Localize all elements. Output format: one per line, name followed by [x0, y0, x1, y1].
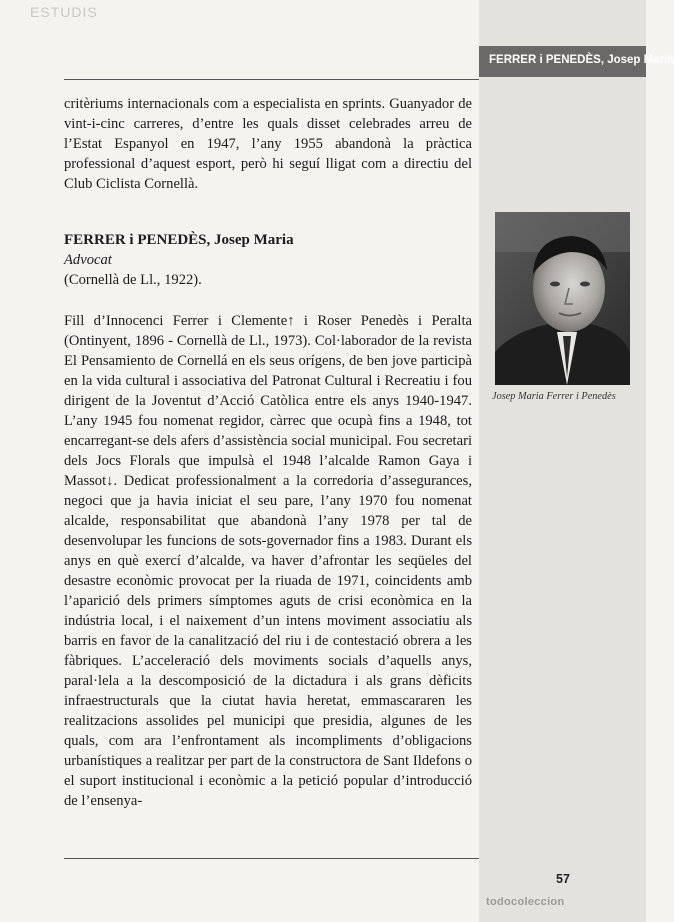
- entry-title: [64, 230, 472, 250]
- top-divider: [64, 79, 479, 80]
- watermark-logo: todocoleccion: [486, 896, 565, 908]
- portrait-photo: [495, 212, 630, 385]
- bottom-divider: [64, 858, 479, 859]
- intro-paragraph: critèriums internacionals com a especialista en sprints. Guanyador de vint-i-cinc carreres, d’entre les quals disset celebrades arreu de l’Estat Espanyol en 1947, l’any 1955 abandonà la pràctica professional d’aquest esport, però hi seguí lligat com a directiu del Club Ciclista Cornellà.: [64, 96, 472, 192]
- section-header-band: [479, 46, 674, 77]
- page-number: 57: [556, 872, 570, 886]
- entry-origin: (Cornellà de Ll., 1922).: [64, 272, 202, 288]
- photo-caption: Josep Maria Ferrer i Penedès: [492, 391, 616, 402]
- biography-paragraph: Fill d’Innocenci Ferrer i Clemente↑ i Roser Penedès i Peralta (Ontinyent, 1896 - Cornellà de Ll., 1973). Col·laborador de la revista El Pensamiento de Cornellá en els seus orígens, de ben jove participà en la vida cultural i associativa del Patronat Cultural i Recreatiu i fou dirigent de la Joventut d’Acció Catòlica entre els anys 1940-1947. L’any 1945 fou nomenat regidor, càrrec que ocupà fins a 1948, tot encarregant-se dels afers d’assistència social municipal. Fou secretari dels Jocs Florals que impulsà el 1948 l’alcalde Ramon Gaya i Massot↓. Dedicat professionalment a la corredoria d’assegurances, negoci que ja havia iniciat el seu pare, l’any 1970 fou nomenat alcalde, responsabilitat que abandonà l’any 1978 per tal de desenvolupar les funcions de sots-governador fins a 1983. Durant els anys en què exercí d’alcalde, va haver d’afrontar les seqüeles del desastre econòmic provocat per la riuada de 1971, coincidents amb l’aparició dels primers símptomes aguts de crisi econòmica en la indústria local, i el naixement d’un intens moviment associatiu als barris en favor de la canalització del riu i de contestació obrera a les fàbriques. L’acceleració dels moviments socials d’aquells anys, paral·lela a la descomposició de la dictadura i als grans dèficits infraestructurals que la ciutat havia heretat, emmascararen les realitzacions assolides pel municipi que presidia, algunes de les quals, com ara l’enfrontament als incompliments d’obligacions urbanístiques a realitzar per part de la constructora de Sant Ildefons o el suport institucional i econòmic a la petició popular d’introducció de l’ensenya-: [64, 313, 472, 809]
- section-header-title: FERRER i PENEDÈS, Josep Maria: [489, 54, 674, 66]
- entry-given-name: Josep Maria: [214, 232, 294, 248]
- entry-surname: FERRER i PENEDÈS,: [64, 232, 211, 248]
- faded-running-head: ESTUDIS: [30, 4, 98, 20]
- entry-heading-block: [64, 230, 472, 290]
- entry-role: Advocat: [64, 252, 112, 268]
- portrait-illustration: [495, 212, 630, 385]
- right-sidebar: [479, 0, 674, 922]
